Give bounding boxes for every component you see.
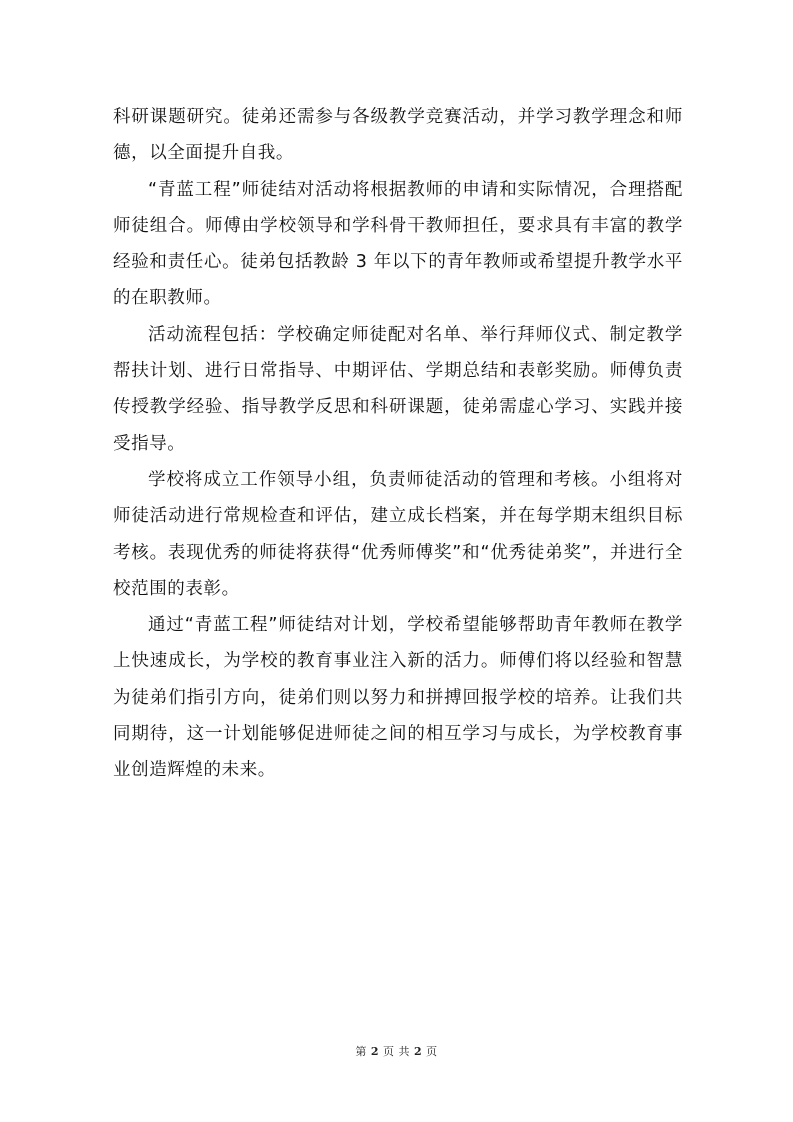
footer-middle: 页 共 [383, 1045, 410, 1058]
paragraph-process: 活动流程包括：学校确定师徒配对名单、举行拜师仪式、制定教学帮扶计划、进行日常指导、中期评估、学期总结和表彰奖励。师傅负责传授教学经验、指导教学反思和科研课题，徒弟需虚心学习、实践并接受指导。 [113, 324, 683, 454]
footer-current-page: 2 [370, 1045, 379, 1058]
paragraph-conclusion: 通过“青蓝工程”师徒结对计划，学校希望能够帮助青年教师在教学上快速成长，为学校的教育事业注入新的活力。师傅们将以经验和智慧为徒弟们指引方向，徒弟们则以努力和拼搏回报学校的培养。让我们共同期待，这一计划能够促进师徒之间的相互学习与成长，为学校教育事业创造辉煌的未来。 [113, 615, 683, 781]
paragraph-pairing: “青蓝工程”师徒结对活动将根据教师的申请和实际情况，合理搭配师徒组合。师傅由学校领导和学科骨干教师担任，要求具有丰富的教学经验和责任心。徒弟包括教龄 3 年以下的青年教师或希望提升教学水平的在职教师。 [113, 179, 683, 309]
page-footer [0, 1043, 793, 1059]
document-body [113, 99, 683, 789]
footer-total-pages: 2 [414, 1045, 423, 1058]
footer-prefix: 第 [355, 1045, 367, 1058]
paragraph-leadership: 学校将成立工作领导小组，负责师徒活动的管理和考核。小组将对师徒活动进行常规检查和评估，建立成长档案，并在每学期末组织目标考核。表现优秀的师徒将获得“优秀师傅奖”和“优秀徒弟奖”，并进行全校范围的表彰。 [113, 469, 683, 599]
paragraph-continuation: 科研课题研究。徒弟还需参与各级教学竞赛活动，并学习教学理念和师德，以全面提升自我。 [113, 107, 683, 164]
footer-suffix: 页 [426, 1045, 438, 1058]
